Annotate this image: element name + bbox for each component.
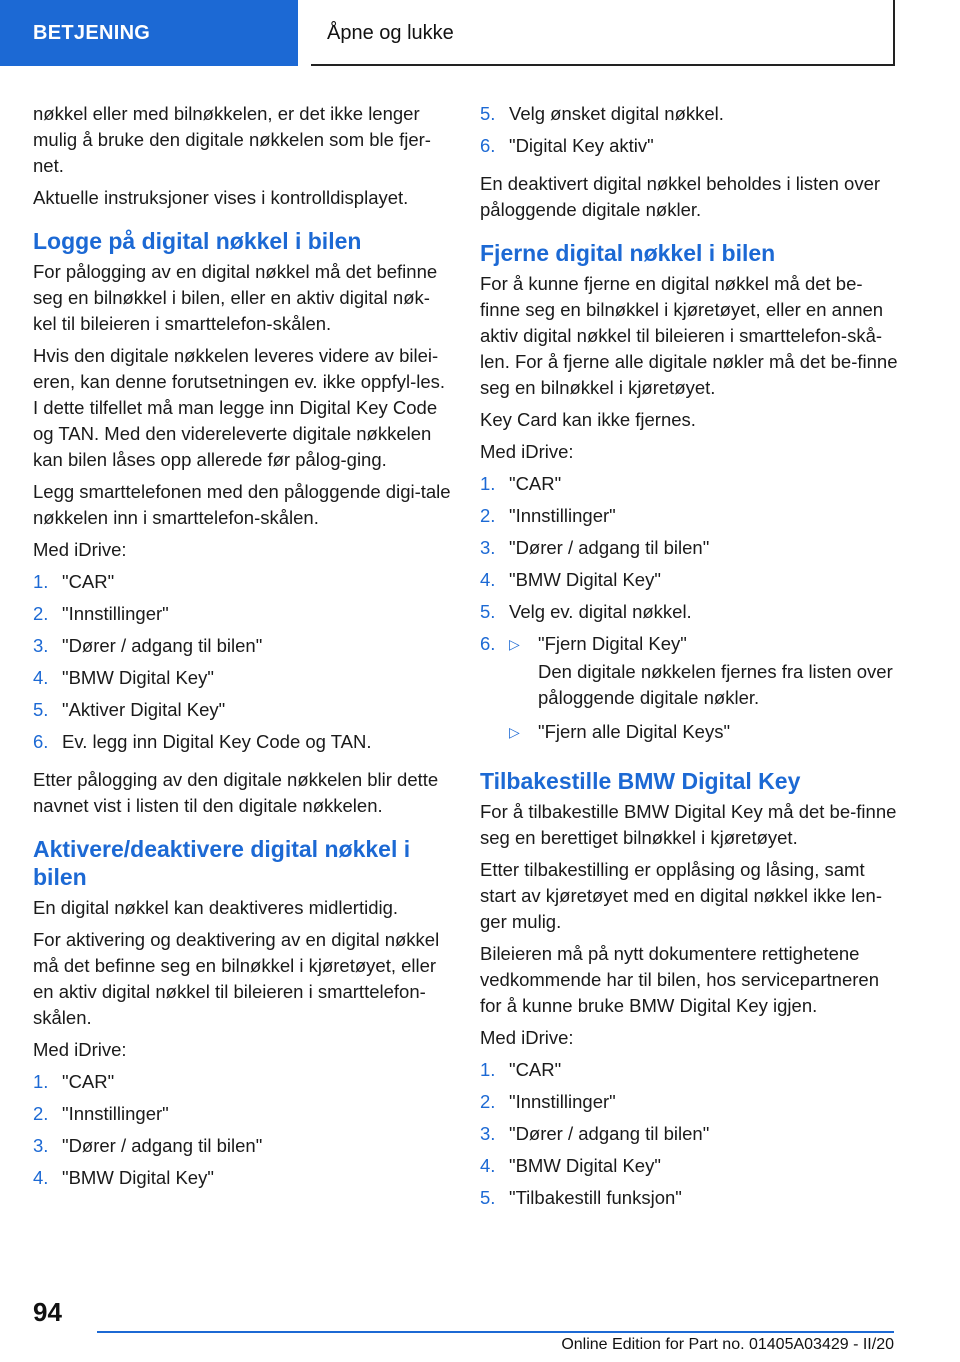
step-text: "Innstillinger" bbox=[509, 505, 616, 526]
steps-list bbox=[480, 1057, 898, 1217]
step-text: "BMW Digital Key" bbox=[509, 569, 661, 590]
paragraph: Med iDrive: bbox=[33, 1039, 127, 1060]
list-item bbox=[33, 1069, 451, 1101]
paragraph: Legg smarttelefonen med den påloggende digi-tale nøkkelen inn i smarttelefon-skålen. bbox=[33, 481, 451, 528]
step-number: 1. bbox=[33, 571, 49, 592]
step-text: "BMW Digital Key" bbox=[62, 667, 214, 688]
sub-step-text bbox=[538, 631, 898, 719]
list-item bbox=[33, 633, 451, 665]
step-number: 2. bbox=[480, 1091, 496, 1112]
list-item bbox=[480, 535, 898, 567]
step-text: "CAR" bbox=[509, 1059, 562, 1080]
page-number: 94 bbox=[33, 1297, 62, 1327]
step-number: 5. bbox=[480, 103, 496, 124]
heading-tilbakestille: Tilbakestille BMW Digital Key bbox=[480, 768, 801, 794]
step-text: "Innstillinger" bbox=[62, 1103, 169, 1124]
step-text: "BMW Digital Key" bbox=[509, 1155, 661, 1176]
paragraph: Aktuelle instruksjoner vises i kontrolldisplayet. bbox=[33, 187, 409, 208]
section-tab: BETJENING bbox=[0, 0, 298, 66]
triangle-icon: ▷ bbox=[509, 724, 520, 740]
list-item bbox=[480, 1185, 898, 1217]
step-number: 4. bbox=[480, 569, 496, 590]
list-item bbox=[33, 1101, 451, 1133]
heading-fjerne: Fjerne digital nøkkel i bilen bbox=[480, 240, 776, 266]
step-number: 6. bbox=[33, 731, 49, 752]
list-item bbox=[480, 1089, 898, 1121]
steps-list bbox=[33, 1069, 451, 1197]
sub-step bbox=[509, 719, 898, 751]
list-item bbox=[33, 601, 451, 633]
paragraph: Etter pålogging av den digitale nøkkelen blir dette navnet vist i listen til den digitale nøkkelen. bbox=[33, 769, 439, 816]
sub-step-detail: Den digitale nøkkelen fjernes fra listen over påloggende digitale nøkler. bbox=[538, 661, 893, 708]
list-item bbox=[480, 599, 898, 631]
step-text: "Dører / adgang til bilen" bbox=[62, 1135, 263, 1156]
list-item bbox=[33, 697, 451, 729]
step-text: "Innstillinger" bbox=[509, 1091, 616, 1112]
step-text: "Dører / adgang til bilen" bbox=[509, 1123, 710, 1144]
step-text: "Dører / adgang til bilen" bbox=[509, 537, 710, 558]
triangle-icon: ▷ bbox=[509, 636, 520, 652]
step-number: 5. bbox=[33, 699, 49, 720]
paragraph: For å tilbakestille BMW Digital Key må det be-finne seg en berettiget bilnøkkel i kjøretøyet. bbox=[480, 801, 897, 848]
step-text: "BMW Digital Key" bbox=[62, 1167, 214, 1188]
list-item bbox=[480, 471, 898, 503]
step-number: 3. bbox=[33, 1135, 49, 1156]
paragraph: For å kunne fjerne en digital nøkkel må det be-finne seg en bilnøkkel i kjøretøyet, eller en annen aktiv digital nøkkel til bileieren i smarttelefon-skå-len. For å fjerne alle digitale nøkler må det be-finne seg en bilnøkkel i kjøretøyet. bbox=[480, 273, 898, 398]
step-text: "Digital Key aktiv" bbox=[509, 135, 654, 156]
paragraph: En digital nøkkel kan deaktiveres midlertidig. bbox=[33, 897, 399, 918]
sub-steps bbox=[509, 631, 898, 751]
paragraph: Etter tilbakestilling er opplåsing og låsing, samt start av kjøretøyet med en digital nøkkel ikke len-ger mulig. bbox=[480, 859, 883, 932]
step-text: Velg ønsket digital nøkkel. bbox=[509, 103, 724, 124]
list-item bbox=[480, 101, 898, 133]
sub-step bbox=[509, 631, 898, 719]
list-item bbox=[480, 567, 898, 599]
step-number: 1. bbox=[33, 1071, 49, 1092]
heading-logge-paa: Logge på digital nøkkel i bilen bbox=[33, 228, 362, 254]
footer-divider bbox=[97, 1331, 894, 1333]
paragraph: Med iDrive: bbox=[480, 441, 574, 462]
paragraph: Key Card kan ikke fjernes. bbox=[480, 409, 696, 430]
step-number: 2. bbox=[480, 505, 496, 526]
step-text: "CAR" bbox=[62, 571, 115, 592]
step-text: Velg ev. digital nøkkel. bbox=[509, 601, 692, 622]
sub-step-label: "Fjern Digital Key" bbox=[538, 633, 687, 654]
step-number: 4. bbox=[33, 667, 49, 688]
sub-step-label: "Fjern alle Digital Keys" bbox=[538, 721, 731, 742]
list-item bbox=[480, 503, 898, 535]
chapter-title: Åpne og lukke bbox=[311, 0, 895, 66]
paragraph: For pålogging av en digital nøkkel må det befinne seg en bilnøkkel i bilen, eller en aktiv digital nøk-kel til bileieren i smarttelefon-skålen. bbox=[33, 261, 438, 334]
list-item bbox=[33, 569, 451, 601]
step-number: 6. bbox=[480, 135, 496, 156]
page-header bbox=[0, 0, 960, 66]
paragraph: Med iDrive: bbox=[480, 1027, 574, 1048]
step-text: "Aktiver Digital Key" bbox=[62, 699, 226, 720]
edition-text: Online Edition for Part no. 01405A03429 - II/20 bbox=[561, 1336, 894, 1353]
paragraph: Med iDrive: bbox=[33, 539, 127, 560]
list-item bbox=[33, 665, 451, 697]
step-text: "Innstillinger" bbox=[62, 603, 169, 624]
step-number: 1. bbox=[480, 1059, 496, 1080]
step-number: 4. bbox=[480, 1155, 496, 1176]
list-item bbox=[33, 1133, 451, 1165]
step-number: 4. bbox=[33, 1167, 49, 1188]
step-text: "Dører / adgang til bilen" bbox=[62, 635, 263, 656]
paragraph: Bileieren må på nytt dokumentere rettighetene vedkommende har til bilen, hos servicepartneren for å kunne bruke BMW Digital Key igjen. bbox=[480, 943, 879, 1016]
step-number: 3. bbox=[33, 635, 49, 656]
step-number: 3. bbox=[480, 1123, 496, 1144]
list-item bbox=[480, 133, 898, 165]
steps-list bbox=[480, 101, 898, 165]
step-number: 2. bbox=[33, 603, 49, 624]
steps-list bbox=[33, 569, 451, 761]
left-column bbox=[33, 101, 451, 1203]
heading-aktivere: Aktivere/deaktivere digital nøkkel i bilen bbox=[33, 836, 411, 890]
step-number: 5. bbox=[480, 601, 496, 622]
step-text: "CAR" bbox=[62, 1071, 115, 1092]
step-number: 2. bbox=[33, 1103, 49, 1124]
steps-list bbox=[480, 471, 898, 751]
list-item bbox=[480, 1057, 898, 1089]
step-number: 5. bbox=[480, 1187, 496, 1208]
list-item bbox=[480, 631, 898, 751]
paragraph: En deaktivert digital nøkkel beholdes i listen over påloggende digitale nøkler. bbox=[480, 173, 881, 220]
step-text: Ev. legg inn Digital Key Code og TAN. bbox=[62, 731, 372, 752]
step-text: "Tilbakestill funksjon" bbox=[509, 1187, 682, 1208]
list-item bbox=[480, 1153, 898, 1185]
step-number: 3. bbox=[480, 537, 496, 558]
right-column bbox=[480, 101, 898, 1223]
step-text: "CAR" bbox=[509, 473, 562, 494]
list-item bbox=[33, 729, 451, 761]
step-number: 6. bbox=[480, 633, 496, 654]
list-item bbox=[33, 1165, 451, 1197]
paragraph: For aktivering og deaktivering av en digital nøkkel må det befinne seg en bilnøkkel i kjøretøyet, eller en aktiv digital nøkkel til bileieren i smarttelefon-skålen. bbox=[33, 929, 440, 1028]
step-number: 1. bbox=[480, 473, 496, 494]
paragraph: Hvis den digitale nøkkelen leveres videre av bilei-eren, kan denne forutsetningen ev. ikke oppfyl-les. I dette tilfellet må man legge inn Digital Key Code og TAN. Med den videreleverte digitale nøkkelen kan bilen låses opp allerede før pålog-ging. bbox=[33, 345, 446, 470]
paragraph: nøkkel eller med bilnøkkelen, er det ikke lenger mulig å bruke den digitale nøkkelen som ble fjer-net. bbox=[33, 103, 431, 176]
list-item bbox=[480, 1121, 898, 1153]
